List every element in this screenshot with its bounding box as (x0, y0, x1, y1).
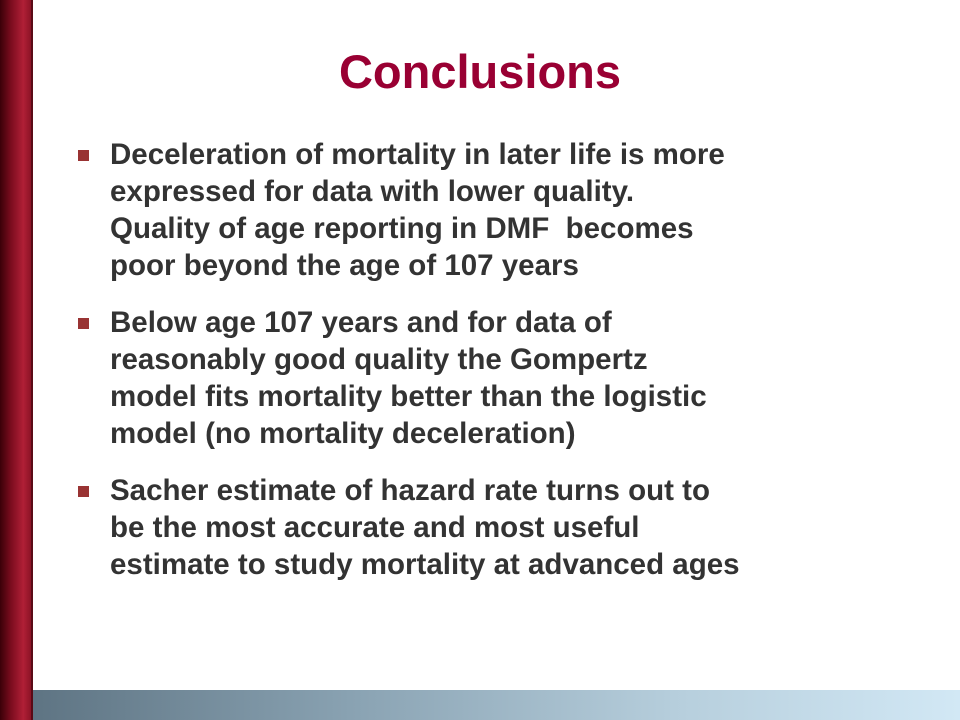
bullet-line: estimate to study mortality at advanced ages (110, 548, 740, 581)
bullet-list (78, 136, 938, 603)
bullet-line: be the most accurate and most useful (110, 511, 640, 544)
bullet-line: Deceleration of mortality in later life is more (110, 138, 725, 171)
slide-title: Conclusions (338, 45, 622, 98)
left-accent-bar-edge (31, 0, 33, 720)
bullet-item (78, 136, 938, 284)
bullet-item (78, 304, 938, 452)
bullet-line: model (no mortality deceleration) (110, 417, 576, 450)
bullet-line: reasonably good quality the Gompertz (110, 343, 648, 376)
bottom-accent-bar (33, 690, 960, 720)
square-bullet-icon (78, 318, 89, 329)
bullet-line: model fits mortality better than the logistic (110, 380, 707, 413)
left-accent-bar (0, 0, 31, 720)
bullet-line: Quality of age reporting in DMF becomes (110, 212, 694, 245)
bullet-line: expressed for data with lower quality. (110, 175, 635, 208)
bullet-item (78, 472, 938, 583)
square-bullet-icon (78, 486, 89, 497)
bullet-line: Sacher estimate of hazard rate turns out to (110, 474, 710, 507)
bullet-line: Below age 107 years and for data of (110, 306, 612, 339)
square-bullet-icon (78, 150, 89, 161)
bullet-line: poor beyond the age of 107 years (110, 249, 579, 282)
